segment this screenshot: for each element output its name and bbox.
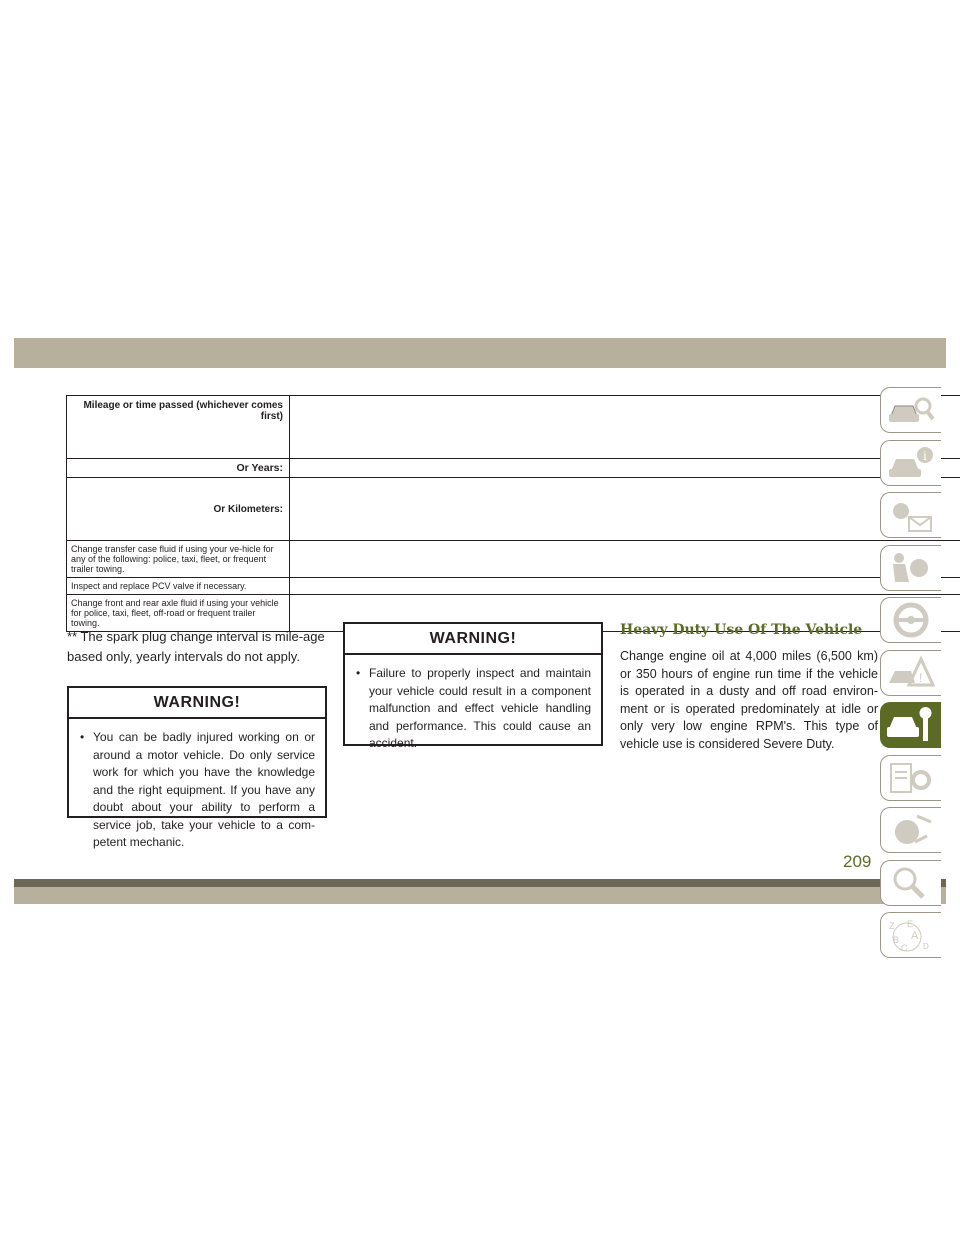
mileage-row	[67, 396, 960, 459]
kilometers-header: Or Kilometers:	[67, 478, 290, 541]
row-description: Change front and rear axle fluid if using your vehicle for police, taxi, fleet, off-road or frequent trailer towing.	[67, 595, 290, 632]
warning-text: Failure to properly inspect and maintain your vehicle could result in a component malfunction and effect vehicle handling and performance. This could cause an accident.	[369, 666, 591, 750]
table-row	[67, 578, 960, 595]
schedule-cell	[290, 541, 960, 578]
bottom-decorative-band	[14, 879, 946, 904]
kilometers-cell	[290, 478, 960, 541]
warning-body	[345, 655, 601, 765]
page-number: 209	[843, 852, 872, 871]
chapter-tab-car-info[interactable]	[880, 440, 941, 486]
chapter-tab-steering-wheel[interactable]	[880, 597, 941, 643]
row-description: Change transfer case fluid if using your ve-hicle for any of the following: police, taxi, fleet, or frequent trailer towing.	[67, 541, 290, 578]
warning-box-injury	[67, 686, 327, 849]
warning-title: WARNING!	[345, 624, 601, 655]
svg-text:!: !	[919, 670, 923, 685]
mileage-header: Mileage or time passed (whichever comes first)	[67, 396, 290, 459]
chapter-tab-index-letters[interactable]	[880, 912, 941, 958]
chapter-tab-car-hazard[interactable]	[880, 650, 941, 696]
svg-text:B: B	[893, 935, 900, 945]
section-paragraph: Change engine oil at 4,000 miles (6,500 km) or 350 hours of engine run time if the vehicle is operated in a dusty and off road environ-ment or is operated predominately at idle or only very low engine RPM's. This type of vehicle use is considered Severe Duty.	[620, 649, 878, 751]
years-row	[67, 459, 960, 478]
svg-text:E: E	[907, 919, 914, 929]
warning-box-inspection	[343, 622, 603, 750]
svg-text:i: i	[923, 448, 927, 463]
svg-text:C: C	[901, 943, 908, 953]
row-description: Inspect and replace PCV valve if necessary.	[67, 578, 290, 595]
warning-title: WARNING!	[69, 688, 325, 719]
svg-text:D: D	[923, 942, 929, 951]
mileage-cell	[290, 396, 960, 459]
chapter-tab-spec-list-gear[interactable]	[880, 755, 941, 801]
svg-text:Z: Z	[889, 921, 895, 931]
table-row	[67, 541, 960, 578]
years-header: Or Years:	[67, 459, 290, 478]
chapter-tab-magnifier[interactable]	[880, 860, 941, 906]
section-heading: Heavy Duty Use Of The Vehicle	[620, 622, 863, 638]
chapter-tab-car-search[interactable]	[880, 387, 941, 433]
chapter-tab-car-wrench[interactable]	[880, 702, 941, 748]
maintenance-schedule-table	[66, 395, 960, 632]
schedule-cell	[290, 578, 960, 595]
chapter-tab-multimedia[interactable]	[880, 807, 941, 853]
years-cell	[290, 459, 960, 478]
kilometers-row	[67, 478, 960, 541]
warning-text: You can be badly injured working on or around a motor vehicle. Do only service work for which you have the knowledge and the right equipment. If you have any doubt about your ability to perform a service job, take your vehicle to a com-petent mechanic.	[93, 730, 315, 849]
bullet-icon: •	[356, 666, 361, 680]
top-decorative-band	[14, 338, 946, 368]
chapter-tabs	[880, 387, 946, 965]
chapter-tab-warning-light-mail[interactable]	[880, 492, 941, 538]
chapter-tab-airbag-person[interactable]	[880, 545, 941, 591]
bullet-icon: •	[80, 730, 85, 744]
spark-plug-note: ** The spark plug change interval is mile-age based only, yearly intervals do not apply.	[67, 629, 325, 664]
svg-text:A: A	[911, 930, 919, 942]
warning-body	[69, 719, 325, 864]
